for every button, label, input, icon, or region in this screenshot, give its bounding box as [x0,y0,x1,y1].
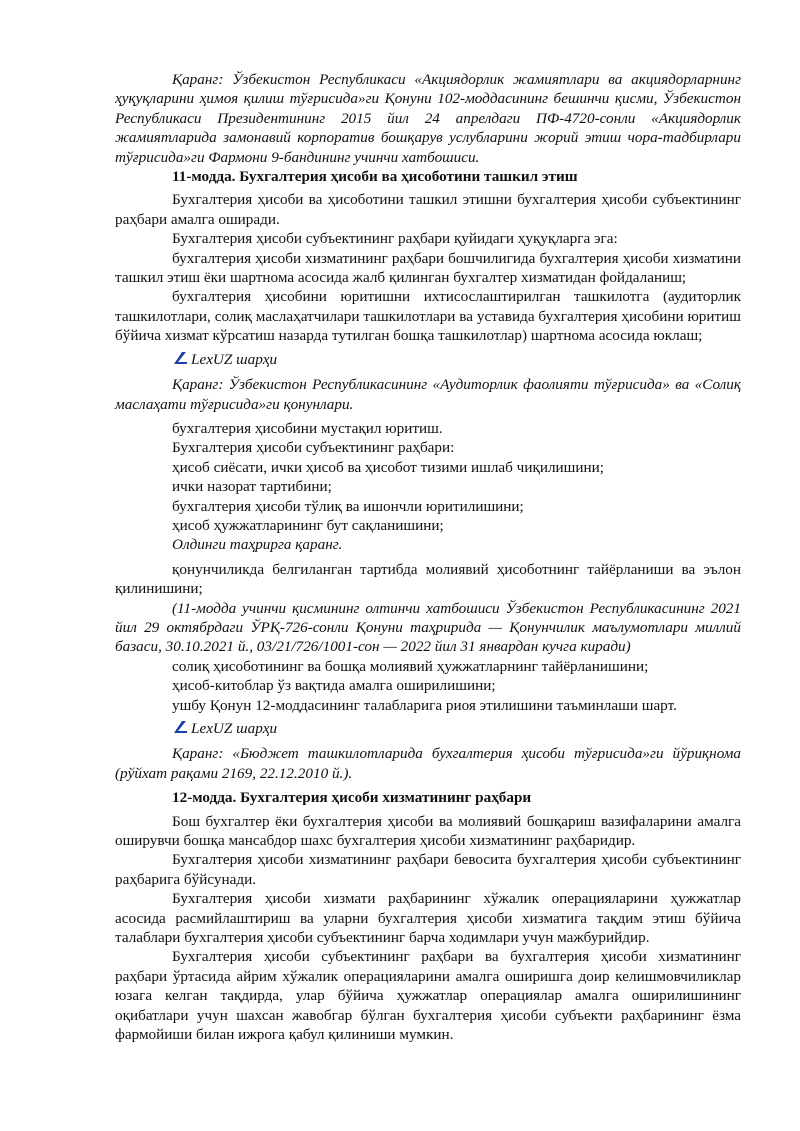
paragraph: Бухгалтерия ҳисоби хизмати раҳбарининг хўжалик операцияларини ҳужжатлар асосида расмийлаштириш ва уларни бухгалтерия ҳисоби хизматига тақдим этиш бўйича талаблари бухгалтерия ҳисоби субъектининг барча ходимлари учун мажбурийдир. [115,890,741,947]
lexuz-label: LexUZ шарҳи [191,350,278,368]
paragraph: ҳисоб-китоблар ўз вақтида амалга оширилишини; [172,677,496,695]
paragraph: қонунчиликда белгиланган тартибда молиявий ҳисоботнинг тайёрланиши ва эълон қилинишини; [115,560,741,598]
reference-note: Қаранг: Ўзбекистон Республикаси «Акциядорлик жамиятлари ва акциядорларнинг ҳуқуқларини ҳимоя қилиш тўғрисида»ги Қонуни 102-моддасининг бешинчи қисми, Ўзбекистон Республикаси Президентининг 2015 йил 24 апрелдаги ПФ-4720-сонли «Акциядорлик жамиятларида замонавий корпоратив бошқарув услубларини жорий этиш чора-тадбирлари тўғрисида»ги Фармони 9-бандининг учинчи хатбошиси. [115,71,741,166]
reference-note: Олдинги таҳрирга қаранг. [172,536,343,554]
reference-note: Қаранг: Ўзбекистон Республикасининг «Аудиторлик фаолияти тўғрисида» ва «Солиқ маслаҳати тўғрисида»ги қонунлари. [115,376,741,413]
paragraph: ҳисоб сиёсати, ички ҳисоб ва ҳисобот тизими ишлаб чиқилишини; [172,458,604,476]
article-title: 12-модда. Бухгалтерия ҳисоби хизматининг раҳбари [172,789,532,807]
paragraph: Бухгалтерия ҳисоби субъектининг раҳбари қуйидаги ҳуқуқларга эга: [172,230,618,248]
paragraph: бухгалтерия ҳисобини мустақил юритиш. [172,419,443,437]
paragraph: Бухгалтерия ҳисоби субъектининг раҳбари ва бухгалтерия ҳисоби хизматининг раҳбари ўртасида айрим хўжалик операцияларини амалга оширишга доир келишмовчиликлар юзага келган тақдирда, улар бўйича ҳужжатлар операциялар амалга оширилишининг оқибатлари учун шахсан жавобгар бўлган бухгалтерия ҳисоби субъекти раҳбарининг ёзма фармойиши билан ижрога қабул қилиниши мумкин. [115,948,741,1044]
paragraph: Бухгалтерия ҳисоби ва ҳисоботини ташкил этишни бухгалтерия ҳисоби субъектининг раҳбари амалга оширади. [115,191,741,228]
paragraph: солиқ ҳисоботининг ва бошқа молиявий ҳужжатларнинг тайёрланишини; [172,657,649,675]
lexuz-commentary-link[interactable] [115,350,741,369]
document-page [115,70,741,1045]
paragraph: ушбу Қонун 12-моддасининг талабларига риоя этилишини таъминлаши шарт. [172,696,677,714]
paragraph: бухгалтерия ҳисобини юритишни ихтисослаштирилган ташкилотга (аудиторлик ташкилотлари, солиқ маслаҳатчилари ташкилотлари ва уставида бухгалтерия ҳисобини юритиш бўйича хизмат кўрсатиш назарда тутилган бошқа ташкилотлар) шартнома асосида юклаш; [115,288,741,345]
paragraph: бухгалтерия ҳисоби тўлиқ ва ишончли юритилишини; [172,497,524,515]
lexuz-label: LexUZ шарҳи [191,720,278,737]
paragraph: бухгалтерия ҳисоби хизматининг раҳбари бошчилигида бухгалтерия ҳисоби хизматини ташкил этиш ёки шартнома асосида жалб қилинган бухгалтер хизматидан фойдаланиш; [115,249,741,287]
reference-note: Қаранг: «Бюджет ташкилотларида бухгалтерия ҳисоби тўғрисида»ги йўриқнома (рўйхат рақами 2169, 22.12.2010 й.). [115,745,741,782]
paragraph: Бош бухгалтер ёки бухгалтерия ҳисоби ва молиявий бошқариш вазифаларини амалга оширувчи бошқа мансабдор шахс бухгалтерия ҳисоби хизматининг раҳбаридир. [115,812,741,850]
paragraph: ҳисоб ҳужжатларининг бут сақланишини; [172,516,444,534]
paragraph: ички назорат тартибини; [172,478,332,496]
article-title: 11-модда. Бухгалтерия ҳисоби ва ҳисоботини ташкил этиш [172,168,578,186]
paragraph: Бухгалтерия ҳисоби субъектининг раҳбари: [172,439,455,457]
reference-note: (11-модда учинчи қисмининг олтинчи хатбошиси Ўзбекистон Республикасининг 2021 йил 29 октябрдаги ЎРҚ-726-сонли Қонуни таҳририда — Қонунчилик маълумотлари миллий базаси, 30.10.2021 й., 03/21/726/1001-сон — 2022 йил 31 январдан кучга киради) [115,599,741,656]
lexuz-icon [172,720,188,734]
lexuz-commentary-link[interactable] [115,719,741,738]
paragraph: Бухгалтерия ҳисоби хизматининг раҳбари бевосита бухгалтерия ҳисоби субъектининг раҳбарига бўйсунади. [115,851,741,888]
lexuz-icon [172,351,188,365]
